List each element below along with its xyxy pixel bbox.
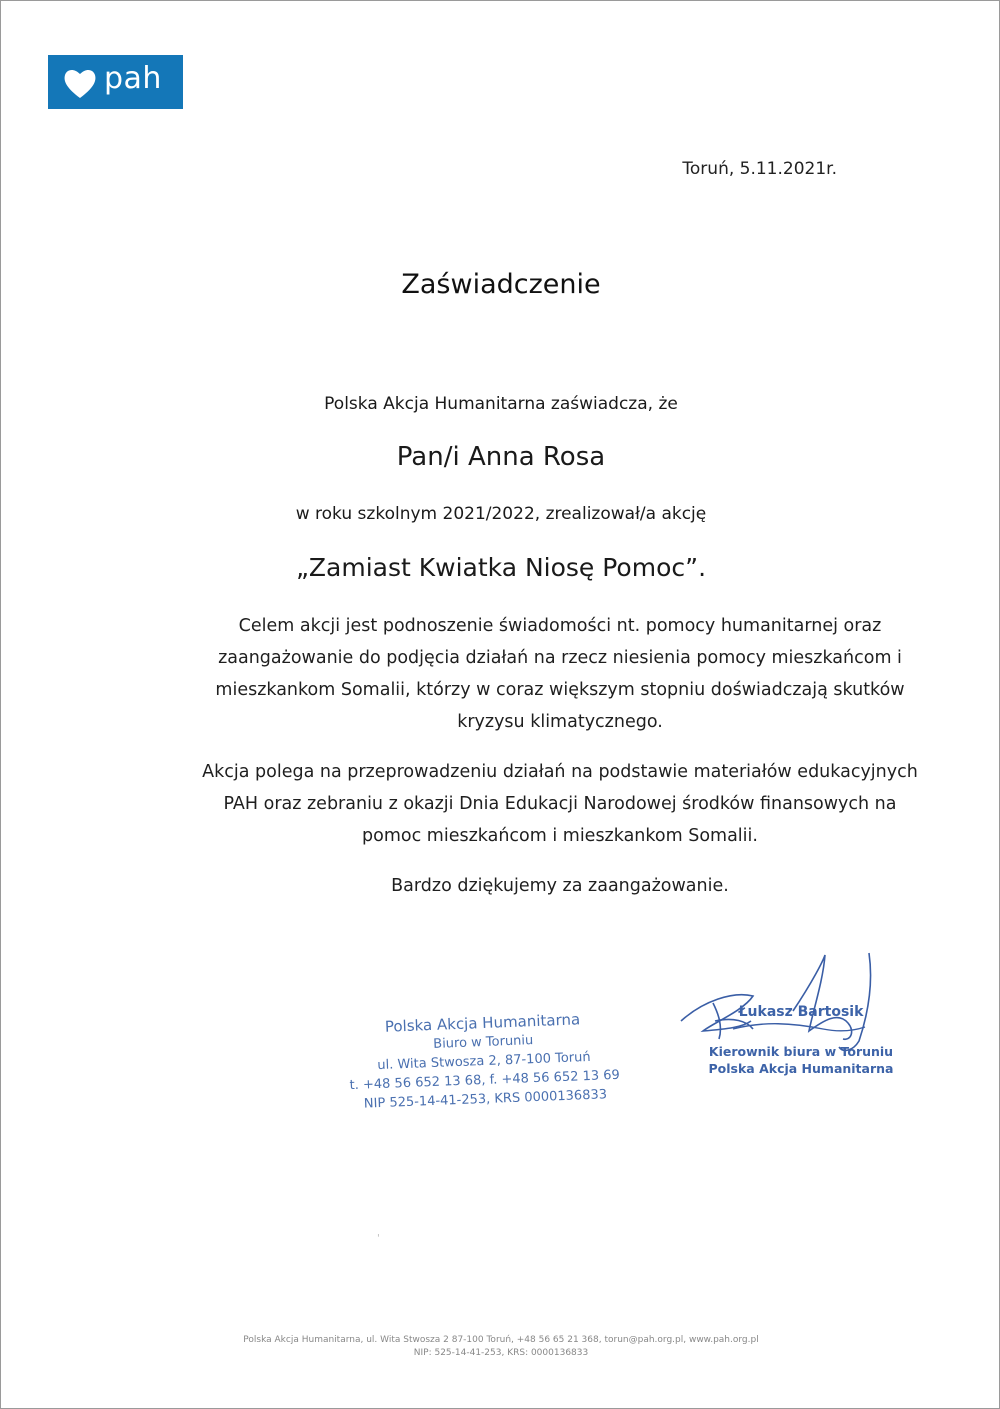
footer-line-2: NIP: 525-14-41-253, KRS: 0000136833 (413, 1348, 589, 1358)
stamp-address: ul. Wita Stwosza 2, 87-100 Toruń (377, 1049, 591, 1074)
heart-drop-icon (60, 65, 100, 101)
stamp-org: Polska Akcja Humanitarna (384, 1010, 581, 1036)
scan-mark: ' (377, 1233, 380, 1244)
stamp-phones: t. +48 56 652 13 68, f. +48 56 652 13 69 (349, 1067, 621, 1094)
stamp-office: Biuro w Toruniu (432, 1033, 534, 1052)
paragraph-description: Akcja polega na przeprowadzeniu działań na podstawie materiałów edukacyjnych PAH oraz zebraniu z okazji Dnia Edukacji Narodowej środków finansowych na pomoc mieszkańcom i mieszkankom Somalii. (202, 762, 918, 846)
action-name: „Zamiast Kwiatka Niosę Pomoc”. (295, 553, 707, 582)
signatory-role: Kierownik biura w Toruniu (708, 1044, 894, 1059)
closing-text: Bardzo dziękujemy za zaangażowanie. (391, 876, 729, 896)
signatory-org: Polska Akcja Humanitarna (708, 1061, 894, 1076)
pah-logo (48, 55, 183, 109)
paragraph-purpose: Celem akcji jest podnoszenie świadomości nt. pomocy humanitarnej oraz zaangażowanie do podjęcia działań na rzecz niesienia pomocy mieszkańcom i mieszkankom Somalii, którzy w coraz większym stopniu doświadczają skutków kryzysu klimatycznego. (215, 616, 905, 732)
stamp-ids: NIP 525-14-41-253, KRS 0000136833 (363, 1087, 608, 1112)
intro-text: Polska Akcja Humanitarna zaświadcza, że (324, 394, 678, 414)
recipient-name: Pan/i Anna Rosa (396, 442, 606, 472)
year-line: w roku szkolnym 2021/2022, zrealizował/a akcję (295, 504, 707, 524)
document-date: Toruń, 5.11.2021r. (682, 159, 837, 179)
office-stamp (337, 1008, 630, 1114)
signatory-block (701, 1004, 901, 1077)
document-title: Zaświadczenie (401, 269, 601, 300)
logo-text: pah (104, 61, 162, 96)
footer-line-1: Polska Akcja Humanitarna, ul. Wita Stwosza 2 87-100 Toruń, +48 56 65 21 368, torun@pah.org.pl, www.pah.org.pl (243, 1335, 759, 1345)
signatory-name: Łukasz Bartosik (738, 1004, 864, 1020)
document-footer (1, 1334, 1000, 1360)
